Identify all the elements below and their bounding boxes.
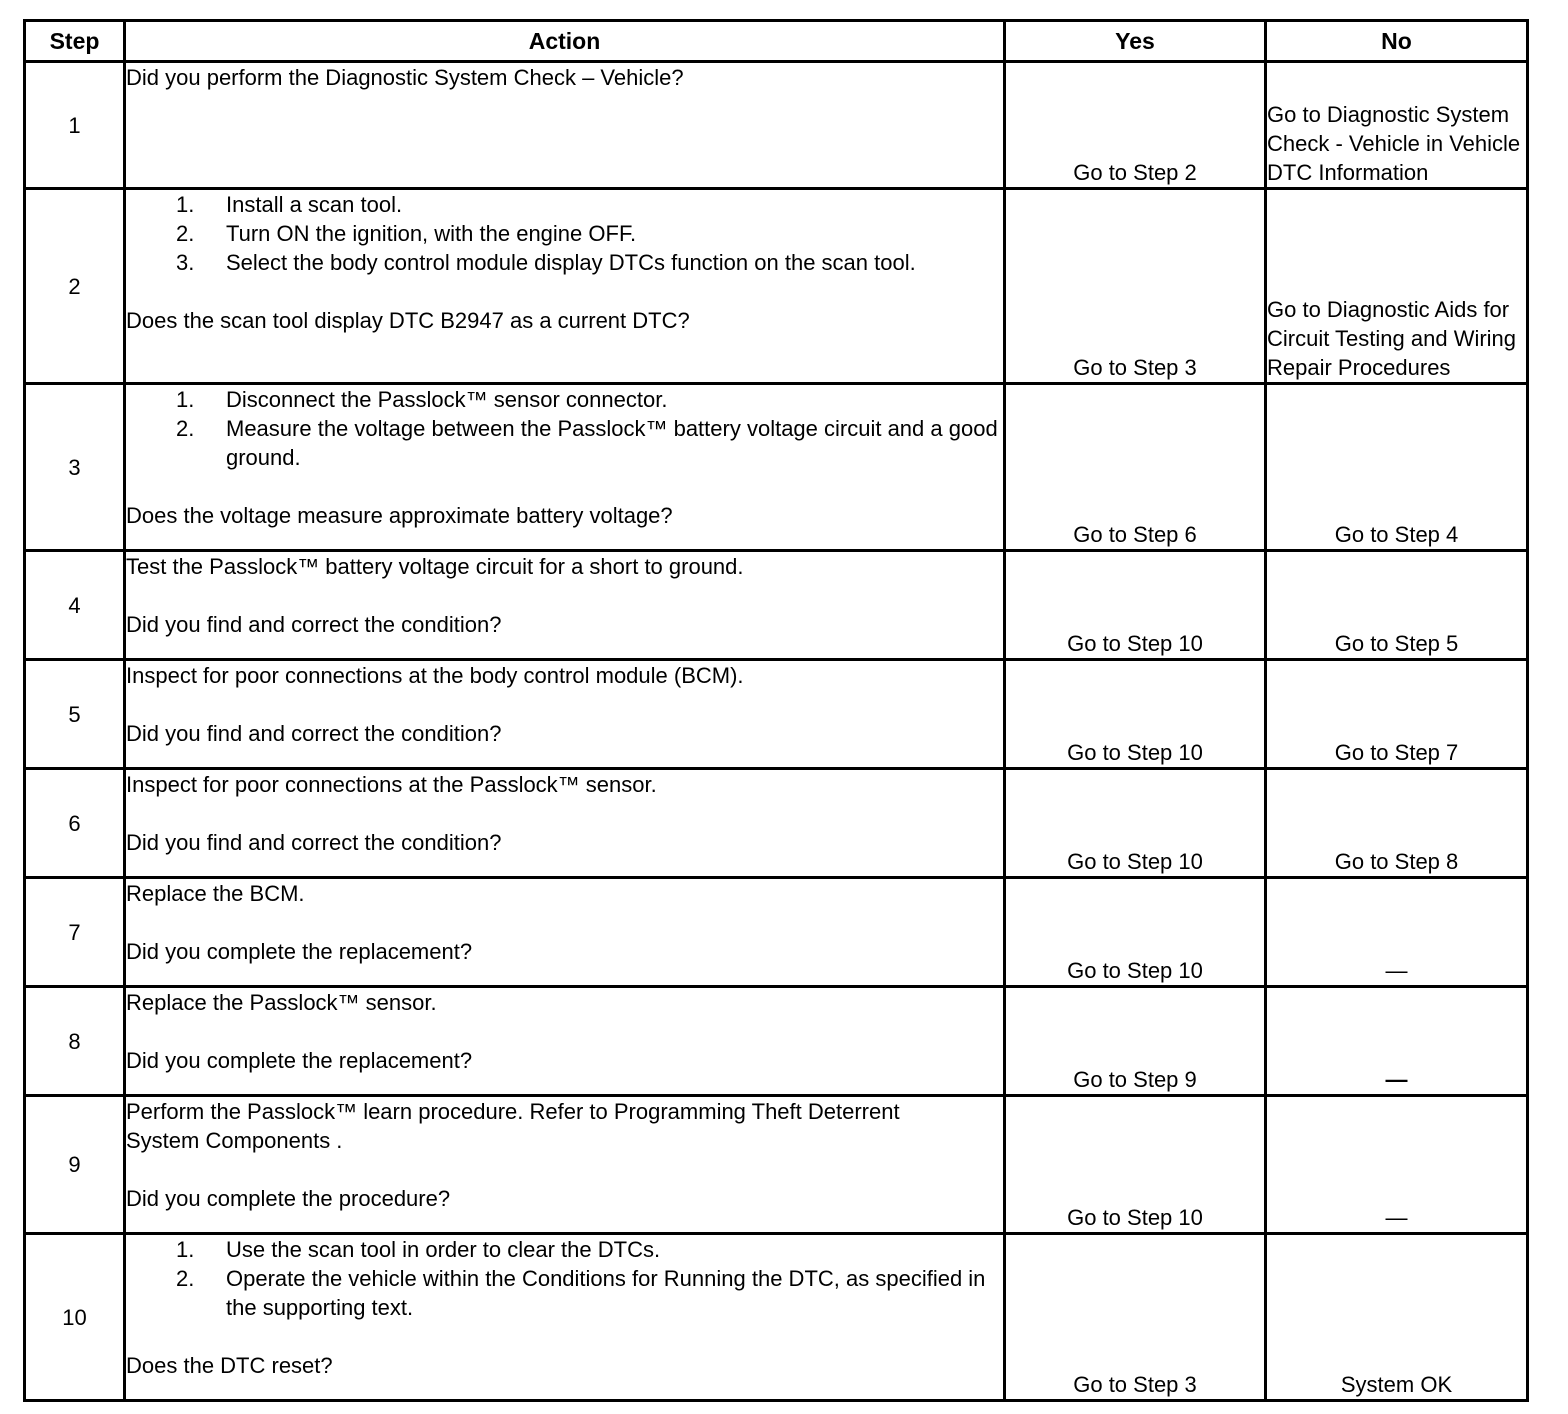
step-number: 2 [25, 189, 125, 384]
action-intro: Test the Passlock™ battery voltage circuit for a short to ground. [126, 554, 744, 579]
yes-cell: Go to Step 3 [1005, 1234, 1266, 1401]
header-no: No [1266, 21, 1528, 62]
action-intro: Did you perform the Diagnostic System Check – Vehicle? [126, 65, 684, 90]
action-question: Did you complete the replacement? [126, 1048, 473, 1073]
no-cell: Go to Step 5 [1266, 551, 1528, 660]
list-item: 1. Install a scan tool. [176, 192, 403, 217]
action-cell [125, 987, 1005, 1096]
table-row [25, 1096, 1528, 1234]
table-row [25, 189, 1528, 384]
yes-cell: Go to Step 10 [1005, 1096, 1266, 1234]
action-question: Did you complete the procedure? [126, 1186, 451, 1211]
diagnostic-table [23, 19, 1529, 1402]
no-cell: — [1266, 987, 1528, 1096]
table-row [25, 660, 1528, 769]
step-number: 10 [25, 1234, 125, 1401]
action-cell [125, 62, 1005, 189]
yes-cell: Go to Step 10 [1005, 878, 1266, 987]
table-row [25, 384, 1528, 551]
action-cell [125, 1096, 1005, 1234]
yes-cell: Go to Step 10 [1005, 769, 1266, 878]
step-number: 5 [25, 660, 125, 769]
header-yes: Yes [1005, 21, 1266, 62]
action-intro: Replace the BCM. [126, 881, 305, 906]
step-number: 8 [25, 987, 125, 1096]
yes-cell: Go to Step 2 [1005, 62, 1266, 189]
table-row [25, 987, 1528, 1096]
action-steps-list [126, 385, 1003, 472]
no-cell: — [1266, 1096, 1528, 1234]
yes-cell: Go to Step 10 [1005, 551, 1266, 660]
action-steps-list [126, 190, 1003, 277]
no-cell: Go to Step 8 [1266, 769, 1528, 878]
header-row [25, 21, 1528, 62]
list-item: 2. Operate the vehicle within the Conditions for Running the DTC, as specified in the supporting text. [176, 1266, 986, 1320]
table-row [25, 1234, 1528, 1401]
step-number: 7 [25, 878, 125, 987]
no-cell: Go to Step 7 [1266, 660, 1528, 769]
action-intro: Replace the Passlock™ sensor. [126, 990, 437, 1015]
no-cell: — [1266, 878, 1528, 987]
no-cell: Go to Diagnostic System Check - Vehicle in Vehicle DTC Information [1266, 62, 1528, 189]
action-cell [125, 189, 1005, 384]
yes-cell: Go to Step 9 [1005, 987, 1266, 1096]
header-action: Action [125, 21, 1005, 62]
header-step: Step [25, 21, 125, 62]
action-question: Does the DTC reset? [126, 1353, 333, 1378]
action-question: Did you find and correct the condition? [126, 612, 502, 637]
table-row [25, 769, 1528, 878]
step-number: 3 [25, 384, 125, 551]
action-question: Did you find and correct the condition? [126, 830, 502, 855]
yes-cell: Go to Step 3 [1005, 189, 1266, 384]
list-item: 3. Select the body control module display DTCs function on the scan tool. [176, 250, 916, 275]
list-item: 2. Turn ON the ignition, with the engine OFF. [176, 221, 637, 246]
list-item: 1. Use the scan tool in order to clear the DTCs. [176, 1237, 661, 1262]
step-number: 1 [25, 62, 125, 189]
no-cell: System OK [1266, 1234, 1528, 1401]
action-steps-list [126, 1235, 1003, 1322]
table-row [25, 62, 1528, 189]
table-row [25, 878, 1528, 987]
action-cell [125, 1234, 1005, 1401]
list-item: 1. Disconnect the Passlock™ sensor connector. [176, 387, 668, 412]
action-cell [125, 660, 1005, 769]
table-row [25, 551, 1528, 660]
no-cell: Go to Step 4 [1266, 384, 1528, 551]
step-number: 9 [25, 1096, 125, 1234]
action-intro: Inspect for poor connections at the Passlock™ sensor. [126, 772, 657, 797]
action-question: Does the voltage measure approximate battery voltage? [126, 503, 673, 528]
step-number: 4 [25, 551, 125, 660]
action-question: Did you find and correct the condition? [126, 721, 502, 746]
action-question: Did you complete the replacement? [126, 939, 473, 964]
action-question: Does the scan tool display DTC B2947 as a current DTC? [126, 308, 690, 333]
action-cell [125, 384, 1005, 551]
list-item: 2. Measure the voltage between the Passlock™ battery voltage circuit and a good ground. [176, 416, 998, 470]
action-cell [125, 551, 1005, 660]
action-intro: Perform the Passlock™ learn procedure. Refer to Programming Theft Deterrent System Components . [126, 1099, 900, 1153]
action-intro: Inspect for poor connections at the body control module (BCM). [126, 663, 744, 688]
yes-cell: Go to Step 10 [1005, 660, 1266, 769]
no-cell: Go to Diagnostic Aids for Circuit Testing and Wiring Repair Procedures [1266, 189, 1528, 384]
action-cell [125, 878, 1005, 987]
yes-cell: Go to Step 6 [1005, 384, 1266, 551]
action-cell [125, 769, 1005, 878]
step-number: 6 [25, 769, 125, 878]
